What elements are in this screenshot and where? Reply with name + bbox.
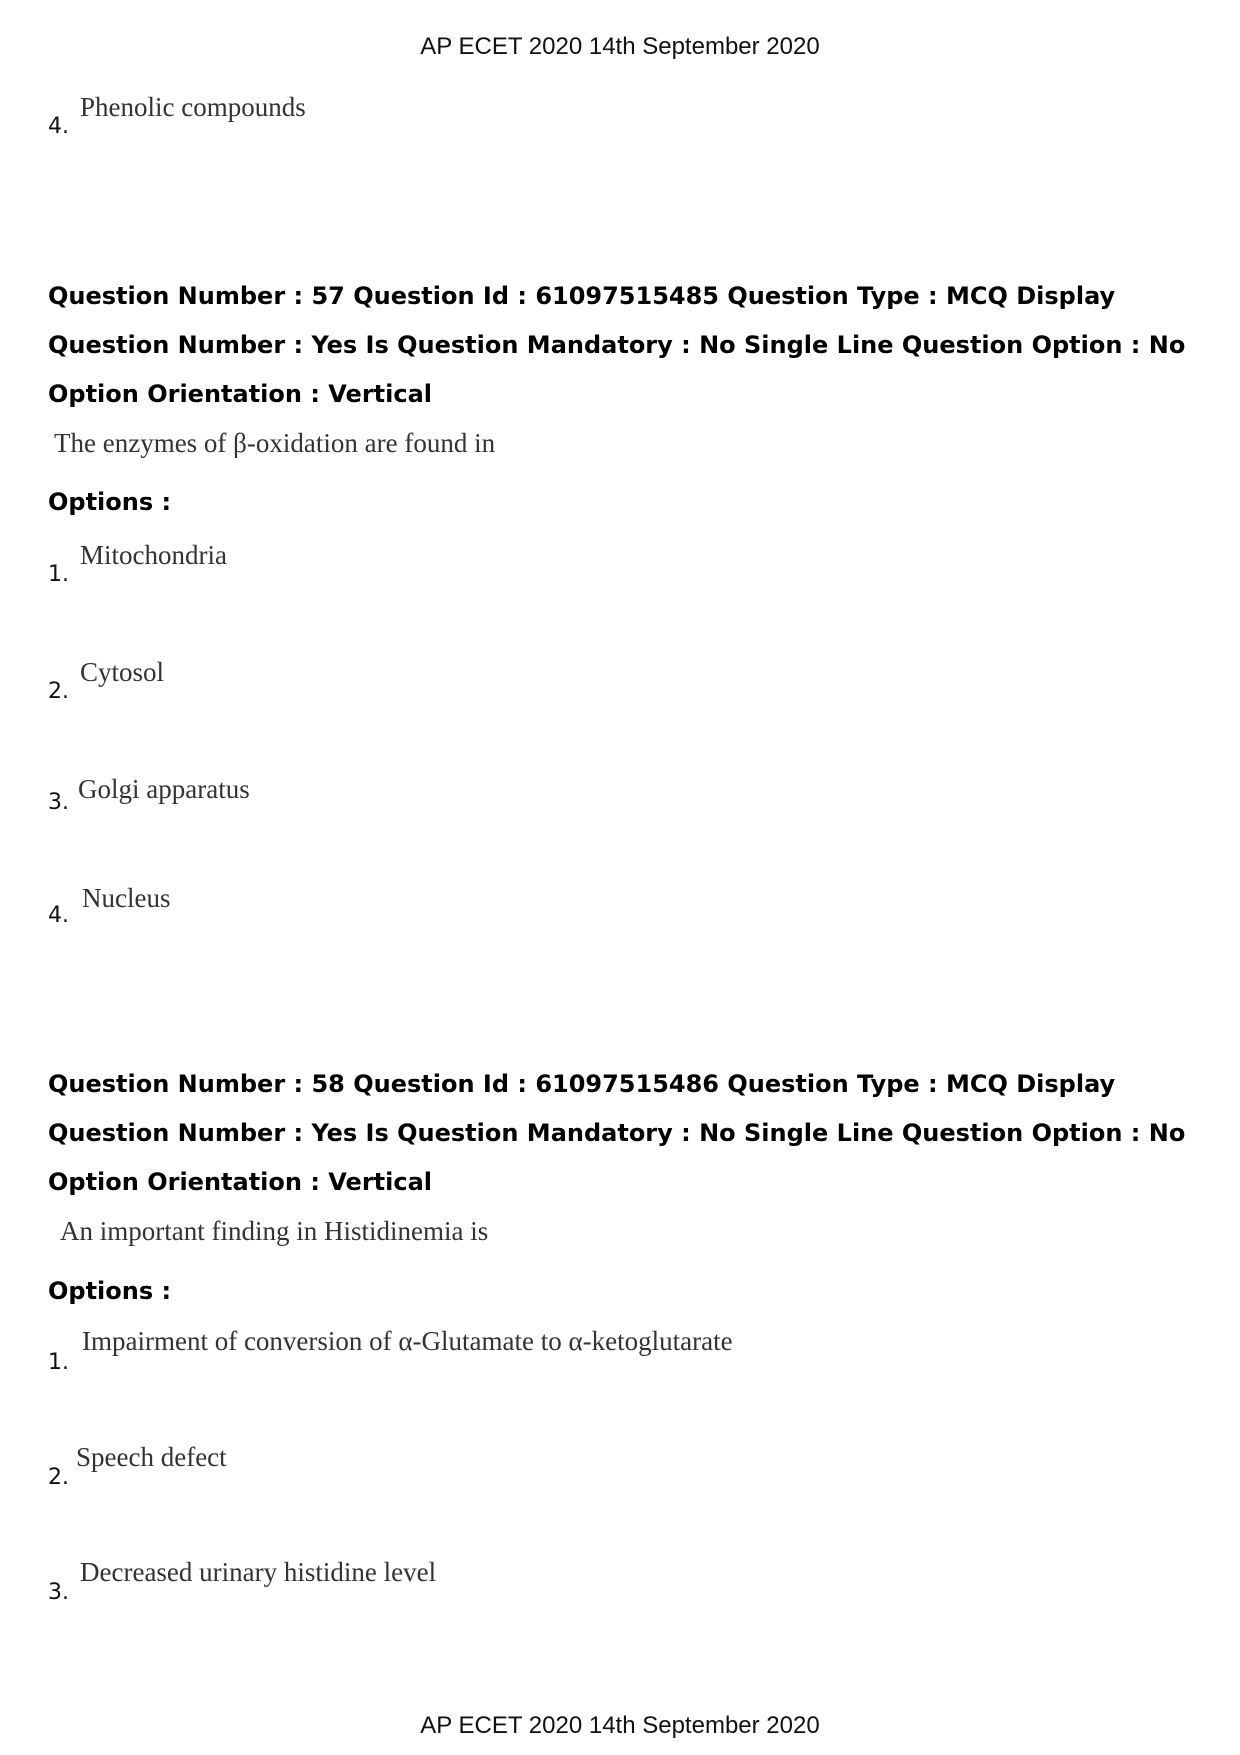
option-text: Mitochondria — [80, 540, 227, 570]
options-label: Options : — [48, 1277, 172, 1305]
question-meta-57: Question Number : 57 Question Id : 61097515485 Question Type : MCQ Display Question Number : Yes Is Question Mandatory : No Single Line Question Option : No Option Orientation : Vertical — [48, 282, 1186, 408]
option-number: 4. — [48, 114, 69, 139]
option-number: 2. — [48, 679, 69, 704]
options-label: Options : — [48, 488, 172, 516]
option-number: 3. — [48, 1580, 69, 1605]
page-header: AP ECET 2020 14th September 2020 — [420, 33, 820, 60]
option-text: Nucleus — [82, 883, 171, 913]
option-text: Speech defect — [76, 1442, 227, 1472]
page-footer: AP ECET 2020 14th September 2020 — [420, 1712, 820, 1739]
option-text: Impairment of conversion of α-Glutamate to α-ketoglutarate — [82, 1326, 733, 1356]
question-meta-58: Question Number : 58 Question Id : 61097515486 Question Type : MCQ Display Question Number : Yes Is Question Mandatory : No Single Line Question Option : No Option Orientation : Vertical — [48, 1070, 1186, 1196]
option-text: Golgi apparatus — [78, 774, 250, 804]
option-number: 1. — [48, 562, 69, 587]
option-number: 4. — [48, 903, 69, 928]
option-text: Cytosol — [80, 657, 165, 687]
question-text-57: The enzymes of β-oxidation are found in — [54, 428, 496, 458]
option-number: 3. — [48, 790, 69, 815]
option-number: 1. — [48, 1350, 69, 1375]
option-text: Decreased urinary histidine level — [80, 1557, 437, 1587]
question-text-58: An important finding in Histidinemia is — [60, 1216, 489, 1246]
option-number: 2. — [48, 1465, 69, 1490]
option-text: Phenolic compounds — [80, 92, 306, 122]
